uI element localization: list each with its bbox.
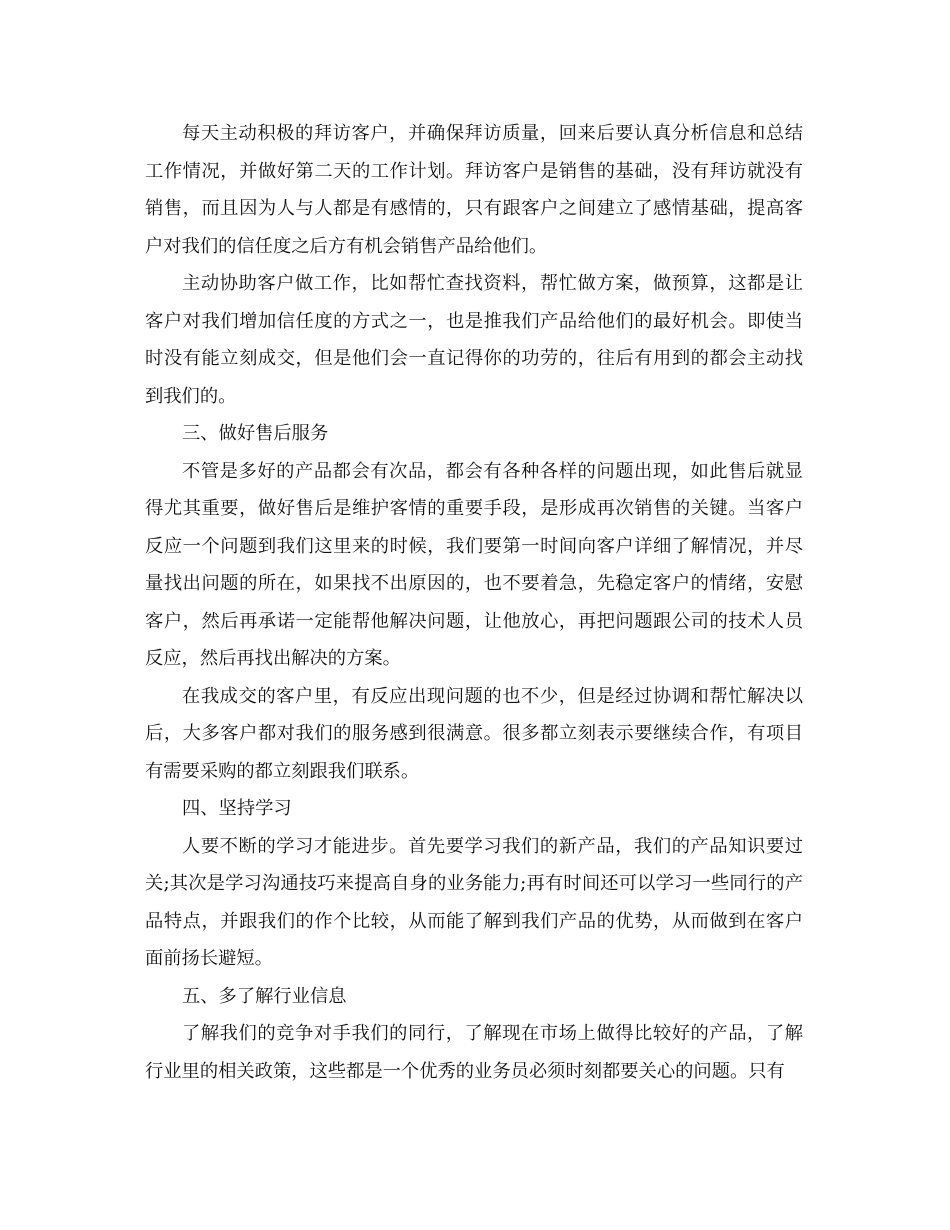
paragraph-industry-info: 了解我们的竞争对手我们的同行，了解现在市场上做得比较好的产品，了解行业里的相关政策，这些都是一个优秀的业务员必须时刻都要关心的问题。只有	[145, 1023, 803, 1082]
paragraph-assist-customers: 主动协助客户做工作，比如帮忙查找资料，帮忙做方案，做预算，这都是让客户对我们增加信任度的方式之一，也是推我们产品给他们的最好机会。即使当时没有能立刻成交，但是他们会一直记得你的功劳的，往后有用到的都会主动找到我们的。	[145, 273, 803, 407]
section-heading-after-sales: 三、做好售后服务	[182, 423, 329, 444]
document-body	[145, 115, 803, 1090]
paragraph-after-sales: 不管是多好的产品都会有次品，都会有各种各样的问题出现，如此售后就显得尤其重要，做好售后是维护客情的重要手段，是形成再次销售的关键。当客户反应一个问题到我们这里来的时候，我们要第一时间向客户详细了解情况，并尽量找出问题的所在，如果找不出原因的，也不要着急，先稳定客户的情绪，安慰客户，然后再承诺一定能帮他解决问题，让他放心，再把问题跟公司的技术人员反应，然后再找出解决的方案。	[145, 460, 803, 669]
paragraph-learning: 人要不断的学习才能进步。首先要学习我们的新产品，我们的产品知识要过关;其次是学习沟通技巧来提高自身的业务能力;再有时间还可以学习一些同行的产品特点，并跟我们的作个比较，从而能了解到我们产品的优势，从而做到在客户面前扬长避短。	[145, 835, 803, 969]
section-heading-industry-info: 五、多了解行业信息	[182, 985, 347, 1007]
section-heading-keep-learning: 四、坚持学习	[182, 798, 292, 819]
paragraph-visit-customers: 每天主动积极的拜访客户，并确保拜访质量，回来后要认真分析信息和总结工作情况，并做好第二天的工作计划。拜访客户是销售的基础，没有拜访就没有销售，而且因为人与人都是有感情的，只有跟客户之间建立了感情基础，提高客户对我们的信任度之后方有机会销售产品给他们。	[145, 123, 803, 257]
paragraph-customer-satisfaction: 在我成交的客户里，有反应出现问题的也不少，但是经过协调和帮忙解决以后，大多客户都对我们的服务感到很满意。很多都立刻表示要继续合作，有项目有需要采购的都立刻跟我们联系。	[145, 685, 803, 782]
